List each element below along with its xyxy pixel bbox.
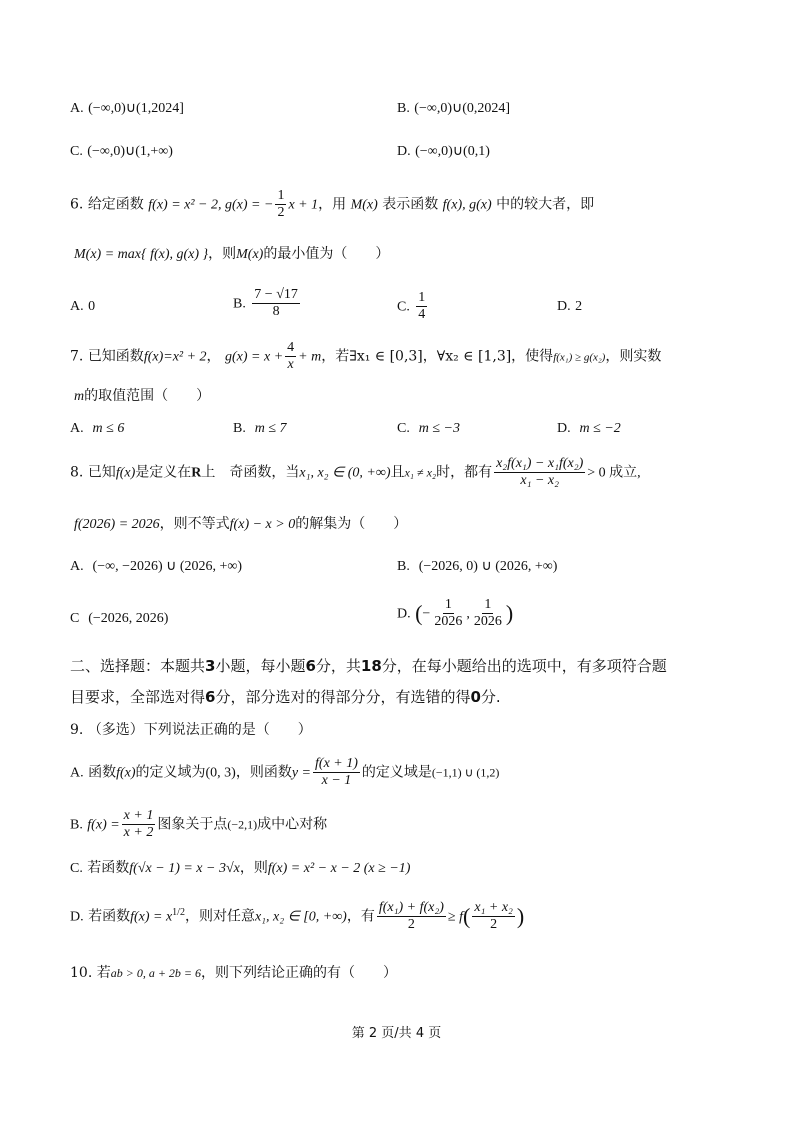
q5-option-c-text: (−∞,0)∪(1,+∞)	[87, 144, 173, 159]
q5-option-a-text: (−∞,0)∪(1,2024]	[88, 101, 184, 116]
q8-option-b: B. (−2026, 0) ∪ (2026, +∞)	[397, 559, 558, 574]
q6-stem-line2: M(x) = max{ f(x), g(x) }，则M(x)的最小值为（ ）	[74, 246, 390, 262]
q8-option-c: C (−2026, 2026)	[70, 611, 169, 626]
section2-line2: 目要求，全部选对得6分，部分选对的得部分分，有选错的得0分.	[70, 688, 501, 706]
q7-option-d: D. m ≤ −2	[557, 421, 621, 436]
q8-stem-line2: f(2026) = 2026，则不等式f(x) − x > 0的解集为（ ）	[74, 516, 408, 532]
q8-option-a: A. (−∞, −2026) ∪ (2026, +∞)	[70, 559, 243, 574]
section2-line1: 二、选择题：本题共3小题，每小题6分，共18分，在每小题给出的选项中，有多项符合题	[70, 657, 667, 675]
q9-option-a: A. 函数f(x)的定义域为(0, 3)，则函数y = $\frac{f(x + 1)}{x - 1}$ 的定义域是(−1,1) ∪ (1,2)	[70, 756, 500, 789]
q9-option-c: C. 若函数f(√x − 1) = x − 3√x，则f(x) = x² − x − 2 (x ≥ −1)	[70, 860, 411, 876]
q7-stem-line2: m的取值范围（ ）	[74, 388, 211, 404]
q5-option-b-text: (−∞,0)∪(0,2024]	[414, 101, 511, 116]
q7-option-b: B. m ≤ 7	[233, 421, 287, 436]
page-footer: 第 2 页/共 4 页	[351, 1026, 442, 1041]
q6-option-d: D. 2	[557, 299, 583, 314]
q7-option-a: A. m ≤ 6	[70, 421, 125, 436]
q6-stem: 6. 给定函数 f(x) = x² − 2, g(x) = − $\frac{1}{2}$ x + 1，用 M(x) 表示函数 f(x), g(x) 中的较大者，即	[70, 188, 595, 221]
q6-option-c: C. $\frac{1}{4}$	[397, 290, 426, 323]
q5-option-a: A. (−∞,0)∪(1,2024]	[70, 101, 184, 116]
q5-option-b: B. (−∞,0)∪(0,2024]	[397, 101, 511, 116]
q5-option-c: C. (−∞,0)∪(1,+∞)	[70, 144, 173, 159]
q5-option-d-text: (−∞,0)∪(0,1)	[415, 144, 490, 159]
q9-stem: 9. （多选）下列说法正确的是（ ）	[70, 722, 312, 738]
q9-option-b: B. f(x) = $\frac{x + 1}{x + 2}$ 图象关于点(−2,1)成中心对称	[70, 808, 328, 841]
q8-stem: 8. 已知f(x)是定义在R上 奇函数，当x₁, x₂ ∈ (0, +∞)且x₁ ≠ x₂时，都有 $\frac{\text{x₂f(x₁) − x₁f(x₂)}}{\text{x₁ − x₂}}$ > 0 成立,	[70, 456, 641, 489]
q7-option-c: C. m ≤ −3	[397, 421, 460, 436]
q6-option-b: B. $\frac{7 - √17}{8}$	[233, 287, 298, 320]
q9-option-d: D. 若函数$f(x) = x^{1/2}$，则对任意x₁, x₂ ∈ [0, +∞)，有 $\frac{\text{f(x₁) + f(x₂)}}{2}$ ≥ f( $\frac{\text{x₁ + x₂}}{2}$ )	[70, 900, 525, 933]
q7-stem: 7. 已知函数f(x)=x² + 2， g(x) = x + $\frac{4}{x}$ + m，若∃x₁ ∈ [0,3]，∀x₂ ∈ [1,3]，使得f(x₁) ≥ g(x₂)，则实数	[70, 340, 662, 373]
q8-option-d: D. (− $\frac{1}{2026}$ , $\frac{1}{2026}$ )	[397, 597, 514, 630]
q5-option-d: D. (−∞,0)∪(0,1)	[397, 144, 490, 159]
q6-option-a: A. 0	[70, 299, 96, 314]
q10-stem: 10. 若ab > 0, a + 2b = 6，则下列结论正确的有（ ）	[70, 965, 398, 981]
